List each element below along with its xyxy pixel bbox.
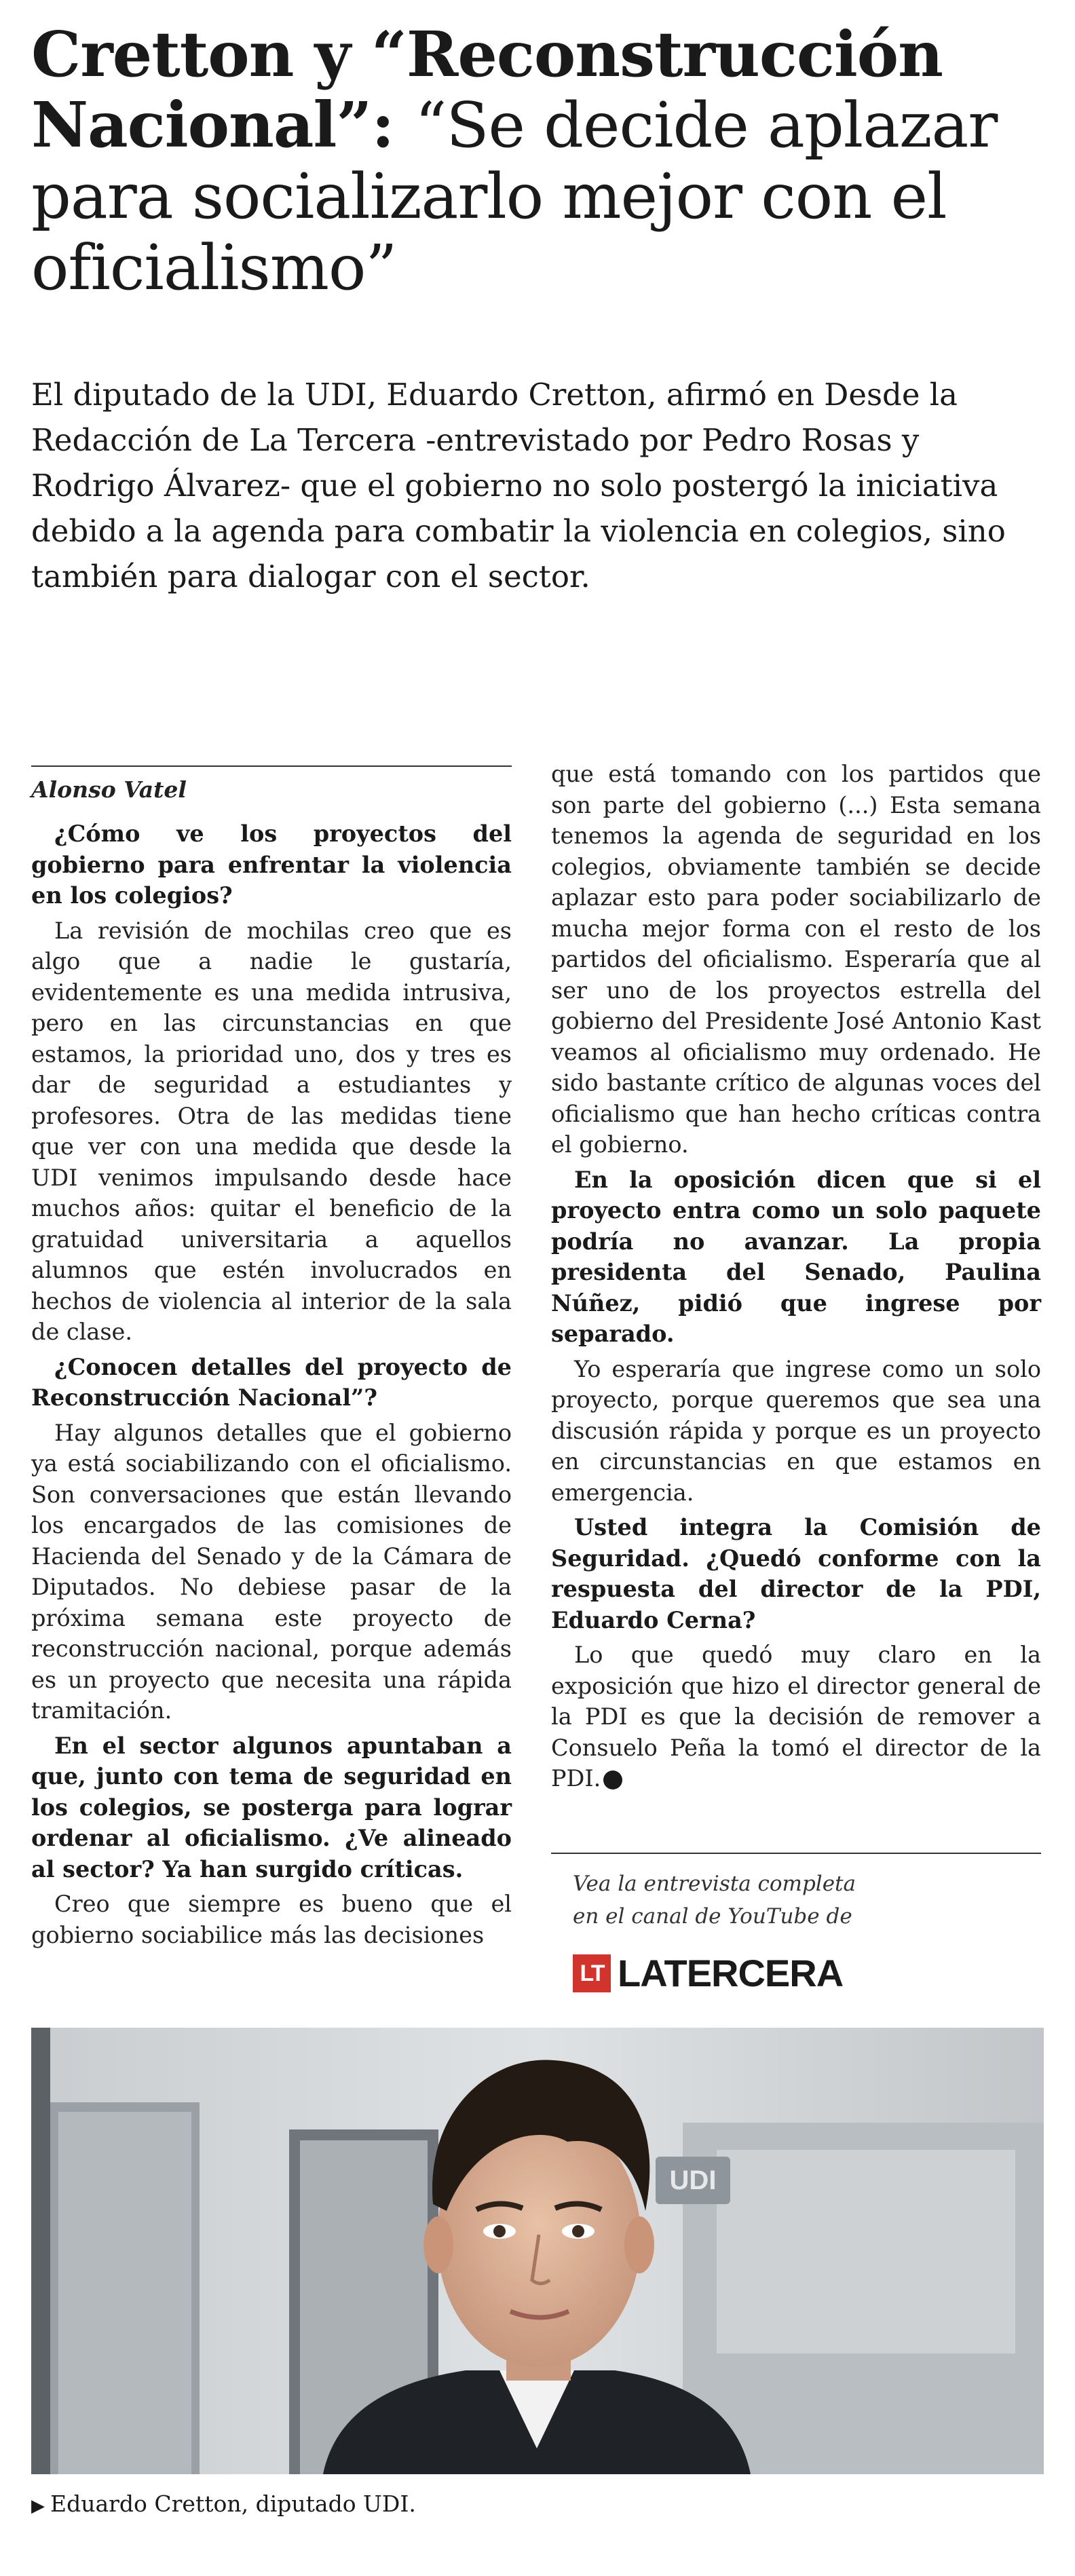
glass-panel-right	[717, 2150, 1015, 2353]
article-column-left	[31, 767, 512, 1950]
question-3: En el sector algunos apuntaban a que, junto con tema de seguridad en los colegios, se posterga para lograr ordenar al oficialismo. ¿Ve alineado al sector? Ya han surgido críticas.	[31, 1732, 512, 1882]
answer-4: Yo esperaría que ingrese como un solo proyecto, porque queremos que sea una discusión rápida y porque es un proyecto en circunstancias en que estamos en emergencia.	[551, 1355, 1041, 1506]
doorframe-left	[31, 2028, 50, 2474]
pupil-left	[493, 2225, 506, 2237]
logo-wordmark: LATERCERA	[618, 1952, 844, 1994]
photo-caption	[31, 2489, 981, 2521]
lead-paragraph: El diputado de la UDI, Eduardo Cretton, afirmó en Desde la Redacción de La Tercera -entrevistado por Pedro Rosas y Rodrigo Álvarez- que el gobierno no solo postergó la iniciativa debido a la agenda para combatir la violencia en colegios, sino también para dialogar con el sector.	[31, 377, 1006, 594]
udi-sign-text: UDI	[669, 2165, 717, 2195]
answer-2: Hay algunos detalles que el gobierno ya está sociabilizando con el oficialismo. Son conversaciones que están llevando los encargados de las comisiones de Hacienda del Senado y de la Cámara de Diputados. No debiese pasar de la próxima semana este proyecto de reconstrucción nacional, porque además es un proyecto que necesita una rápida tramitación.	[31, 1419, 512, 1724]
promo-line-2: en el canal de YouTube de	[573, 1904, 852, 1929]
window-left	[58, 2112, 191, 2474]
answer-3-start: Creo que siempre es bueno que el gobierno sociabilice más las decisiones	[31, 1891, 512, 1948]
promo-line-1: Vea la entrevista completa	[573, 1872, 856, 1896]
answer-1: La revisión de mochilas creo que es algo que a nadie le gustaría, evidentemente es una medida intrusiva, pero en las circunstancias en que estamos, la prioridad uno, dos y tres es dar de seguridad a estudiantes y profesores. Otra de las medidas tiene que ver con una medida que desde la UDI venimos impulsando desde hace muchos años: quitar el beneficio de la gratuidad universitaria a aquellos alumnos que estén involucrados en hechos de violencia al interior de la sala de clase.	[31, 917, 512, 1345]
caption-text: Eduardo Cretton, diputado UDI.	[50, 2490, 416, 2517]
answer-3-continued: que está tomando con los partidos que son parte del gobierno (...) Esta semana tenemos la agenda de seguridad en los colegios, obviamente también se decide aplazar esto para poder sociabilizarlo de mucha mejor forma con el resto de los partidos del oficialismo. Esperaría que al ser uno de los proyectos estrella del gobierno del Presidente José Antonio Kast veamos al oficialismo muy ordenado. He sido bastante crítico de algunas voces del oficialismo que han hecho críticas contra el gobierno.	[551, 761, 1041, 1158]
pupil-right	[572, 2225, 584, 2237]
promo-text	[573, 1868, 1021, 1933]
caption-arrow-icon: ▶	[31, 2496, 45, 2516]
headline-bold: Cretton y “Reconstrucción Nacional”:	[31, 18, 943, 162]
question-5: Usted integra la Comisión de Seguridad. ¿Quedó conforme con la respuesta del director de la PDI, Eduardo Cerna?	[551, 1514, 1041, 1633]
la-tercera-logo[interactable]	[573, 1953, 843, 1994]
ear-left	[423, 2216, 453, 2273]
author-byline: Alonso Vatel	[31, 776, 187, 803]
article-column-right	[551, 759, 1041, 1794]
headline	[31, 19, 1049, 303]
portrait-illustration	[31, 2028, 1044, 2474]
answer-5	[551, 1640, 1041, 1794]
end-of-article-icon: B	[603, 1770, 622, 1789]
question-2: ¿Conocen detalles del proyecto de Reconstrucción Nacional”?	[31, 1353, 512, 1411]
question-4: En la oposición dicen que si el proyecto entra como un solo paquete podría no avanzar. La propia presidenta del Senado, Paulina Núñez, pidió que ingrese por separado.	[551, 1166, 1041, 1347]
portrait-photo	[31, 2028, 1044, 2474]
headline-quote: “Se decide aplazar para socializarlo mejor con el oficialismo”	[31, 89, 998, 304]
ear-right	[624, 2216, 654, 2273]
question-1: ¿Cómo ve los proyectos del gobierno para enfrentar la violencia en los colegios?	[31, 820, 512, 909]
answer-5-text: Lo que quedó muy claro en la exposición que hizo el director general de la PDI es que la decisión de remover a Consuelo Peña la tomó el director de la PDI.	[551, 1642, 1041, 1792]
promo-divider	[551, 1853, 1041, 1854]
lt-logo-icon: LT	[573, 1954, 611, 1992]
